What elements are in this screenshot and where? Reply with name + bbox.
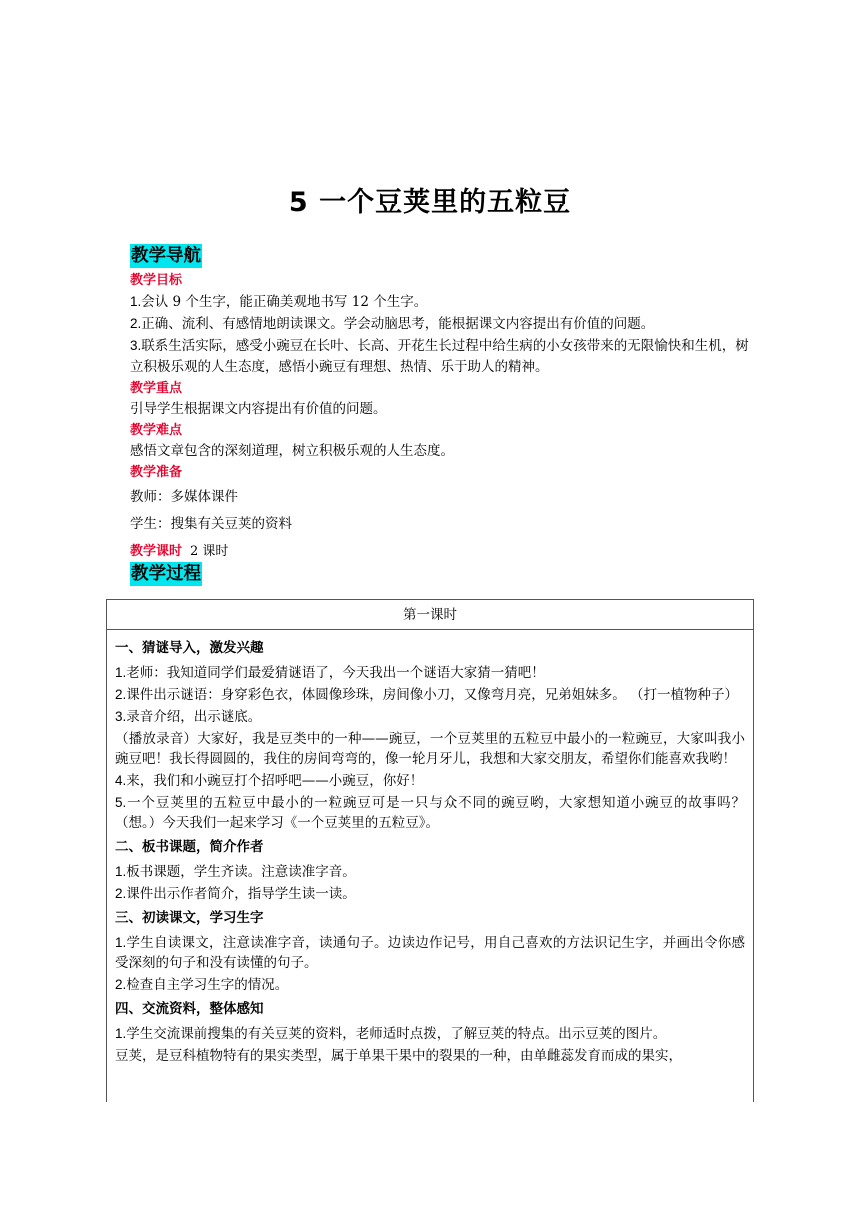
step-paragraph: 4.来，我们和小豌豆打个招呼吧——小豌豆，你好！ bbox=[115, 773, 424, 789]
step-paragraph: 1.学生交流课前搜集的有关豆荚的资料，老师适时点拨，了解豆荚的特点。出示豆荚的图片。 bbox=[115, 1026, 667, 1042]
section-heading-navigation: 教学导航 bbox=[131, 246, 201, 266]
step-paragraph: （播放录音）大家好，我是豆类中的一种——豌豆，一个豆荚里的五粒豆中最小的一粒豌豆，大家叫我小豌豆吧！我长得圆圆的，我住的房间弯弯的，像一轮月牙儿，我想和大家交朋友，希望你们能喜欢我哟！ bbox=[115, 731, 745, 767]
step-paragraph: 2.课件出示谜语：身穿彩色衣，体圆像珍珠，房间像小刀，又像弯月亮，兄弟姐妹多。 （打一植物种子） bbox=[115, 687, 739, 703]
goal-item: 2.正确、流利、有感情地朗读课文。学会动脑思考，能根据课文内容提出有价值的问题。 bbox=[130, 316, 655, 332]
step-paragraph: 2.课件出示作者简介，指导学生读一读。 bbox=[115, 886, 356, 902]
step-paragraph: 3.录音介绍，出示谜底。 bbox=[115, 709, 262, 725]
document-title: 5 一个豆荚里的五粒豆 bbox=[288, 187, 572, 218]
lesson-plan-table bbox=[106, 599, 754, 1102]
step-paragraph: 1.老师：我知道同学们最爱猜谜语了，今天我出一个谜语大家猜一猜吧！ bbox=[115, 665, 545, 681]
key-points-heading: 教学重点 bbox=[130, 381, 183, 396]
step-heading: 二、板书课题，简介作者 bbox=[115, 839, 264, 855]
preparation-heading: 教学准备 bbox=[130, 465, 183, 480]
difficulty-text: 感悟文章包含的深刻道理，树立积极乐观的人生态度。 bbox=[130, 443, 454, 459]
lesson-body bbox=[107, 630, 753, 1066]
step-heading: 三、初读课文，学习生字 bbox=[115, 910, 264, 926]
step-paragraph: 豆荚，是豆科植物特有的果实类型，属于单果干果中的裂果的一种，由单雌蕊发育而成的果实， bbox=[115, 1048, 682, 1064]
step-heading: 一、猜谜导入，激发兴趣 bbox=[115, 640, 264, 656]
section-heading-process: 教学过程 bbox=[131, 564, 201, 584]
step-paragraph: 1.学生自读课文，注意读准字音，读通句子。边读边作记号，用自己喜欢的方法识记生字，并画出令你感受深刻的句子和没有读懂的句子。 bbox=[115, 935, 745, 971]
difficulty-heading: 教学难点 bbox=[130, 423, 183, 438]
student-preparation: 学生：搜集有关豆荚的资料 bbox=[130, 516, 292, 532]
goal-item: 1.会认 9 个生字，能正确美观地书写 12 个生字。 bbox=[130, 294, 428, 310]
goal-item: 3.联系生活实际，感受小豌豆在长叶、长高、开花生长过程中给生病的小女孩带来的无限愉快和生机，树立积极乐观的人生态度，感悟小豌豆有理想、热情、乐于助人的精神。 bbox=[130, 338, 749, 375]
step-paragraph: 5.一个豆荚里的五粒豆中最小的一粒豌豆可是一只与众不同的豌豆哟，大家想知道小豌豆的故事吗？（想。）今天我们一起来学习《一个豆荚里的五粒豆》。 bbox=[115, 795, 745, 831]
teacher-preparation: 教师：多媒体课件 bbox=[130, 489, 238, 505]
step-heading: 四、交流资料，整体感知 bbox=[115, 1001, 264, 1017]
key-points-text: 引导学生根据课文内容提出有价值的问题。 bbox=[130, 401, 387, 417]
teaching-navigation bbox=[130, 244, 758, 588]
step-paragraph: 2.检查自主学习生字的情况。 bbox=[115, 977, 289, 993]
class-hours: 教学课时 2 课时 bbox=[130, 544, 229, 559]
lesson-title: 第一课时 bbox=[107, 600, 753, 630]
goals-heading: 教学目标 bbox=[130, 273, 183, 288]
step-paragraph: 1.板书课题，学生齐读。注意读准字音。 bbox=[115, 864, 356, 880]
